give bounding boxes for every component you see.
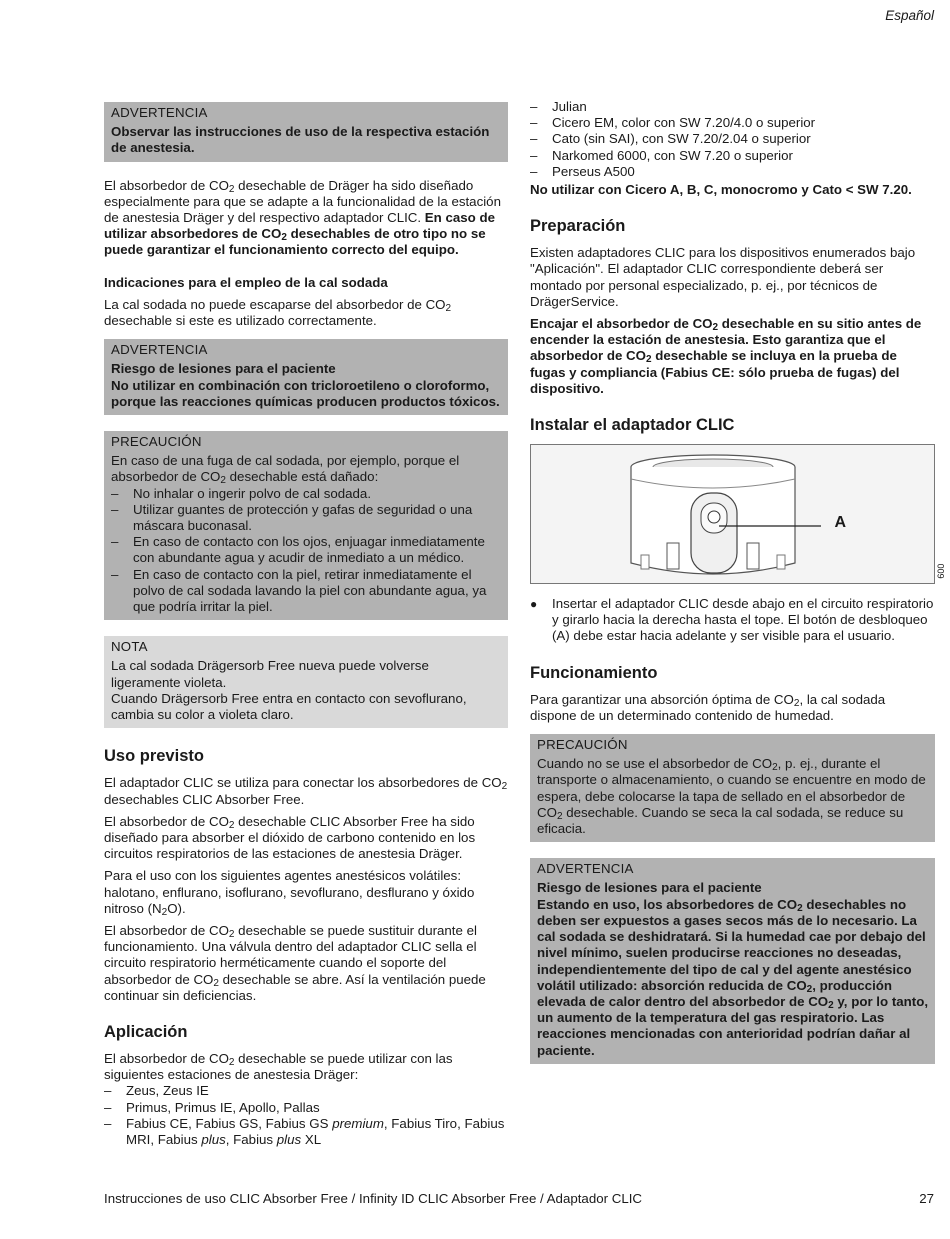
preparation-p1: Existen adaptadores CLIC para los dispositivos enumerados bajo "Aplicación". El adaptador CLIC correspondiente deberá ser montado por personal especializado, p. ej., por técnicos de DrägerService. [530,245,916,309]
note-line: Cuando Drägersorb Free entra en contacto con sevoflurano, cambia su color a violeta claro. [111,690,467,723]
caution-title: PRECAUCIÓN [537,737,628,753]
warning-box-instructions [104,102,508,162]
warning-box-dry-gas [530,858,935,1063]
warning-title: ADVERTENCIA [111,342,208,358]
not-use-text: No utilizar con Cicero A, B, C, monocromo y Cato < SW 7.20. [530,182,912,198]
preparation-heading: Preparación [530,217,626,236]
figure-callout-a: A [834,514,846,532]
warning-title: ADVERTENCIA [111,105,208,120]
application-list [104,1083,508,1148]
list-item: – Julian [530,99,935,115]
operation-heading: Funcionamiento [530,663,658,682]
figure-code: 009 [935,563,946,579]
caution-title: PRECAUCIÓN [111,434,202,450]
warning-box-patient [104,339,508,415]
list-item: – Cicero EM, color con SW 7.20/4.0 o superior [530,115,935,131]
list-item: – No inhalar o ingerir polvo de cal sodada. [111,486,501,502]
intro-paragraph: El absorbedor de $CO_2$ desechable de Dräger ha sido diseñado especialmente para que se adapte a la funcionalidad de la estación de anestesia Dräger y del respectivo adaptador CLIC. En caso de utilizar absorbedores de $CO_2$ desechables de otro tipo no se puede garantizar el funcionamiento correcto del equipo. [104,177,501,258]
operation-text: Para garantizar una absorción óptima de $CO_2$, la cal sodada dispone de un determinado contenido de humedad. [530,691,886,723]
warning-title: ADVERTENCIA [537,861,634,877]
warning-line: Riesgo de lesiones para el paciente [111,361,336,377]
warning-text: Observar las instrucciones de uso de la respectiva estación de anestesia. [111,124,490,156]
caution-box-leak [104,431,508,620]
list-item: – Primus, Primus IE, Apollo, Pallas [104,1100,508,1116]
intended-use-heading: Uso previsto [104,747,204,766]
warning-line: No utilizar en combinación con tricloroetileno o cloroformo, porque las reacciones químicas producen productos tóxicos. [111,377,500,409]
list-item: – Perseus A500 [530,164,935,180]
page-number: 27 [919,1191,934,1206]
install-instruction: ● Insertar el adaptador CLIC desde abajo en el circuito respiratorio y girarlo hacia la derecha hasta el tope. El botón de desbloqueo (A) debe estar hacia adelante y ser visible para el usuario. [530,596,935,645]
list-item: – Zeus, Zeus IE [104,1083,508,1099]
list-item: – Cato (sin SAI), con SW 7.20/2.04 o superior [530,131,935,147]
indications-text: La cal sodada no puede escaparse del absorbedor de $CO_2$ desechable si este es utilizado correctamente. [104,296,452,329]
list-item: – Fabius CE, Fabius GS, Fabius GS premium, Fabius Tiro, Fabius MRI, Fabius plus, Fabius plus XL [104,1116,508,1148]
warning-line: Riesgo de lesiones para el paciente [537,880,762,896]
footer-title: Instrucciones de uso CLIC Absorber Free / Infinity ID CLIC Absorber Free / Adaptador CLIC [104,1191,643,1206]
intended-use-p4: El absorbedor de $CO_2$ desechable se puede sustituir durante el funcionamiento. Una válvula dentro del adaptador CLIC sella el circuito respiratorio herméticamente cuando el soporte del absorbedor de $CO_2$ desechable se abre. Así la ventilación puede continuar sin deficiencias. [104,922,486,1003]
install-heading: Instalar el adaptador CLIC [530,416,735,435]
note-line: La cal sodada Drägersorb Free nueva puede volverse ligeramente violeta. [111,658,429,690]
list-item: – Narkomed 6000, con SW 7.20 o superior [530,148,935,164]
note-title: NOTA [111,639,148,655]
clic-adapter-figure [530,444,946,584]
language-label: Español [885,8,934,23]
warning-text: Estando en uso, los absorbedores de $CO_2$ desechables no deben ser expuestos a gases secos más de lo necesario. La cal sodada se deshidratará. Si la humedad cae por debajo del nivel mínimo, suelen producirse reacciones no deseadas, independientemente del tipo de cal y del agente anestésico volátil utilizado: absorción reducida de $CO_2$, producción elevada de calor dentro del absorbedor de $CO_2$ y, por lo tanto, un aumento de la temperatura del gas respiratorio. Las reacciones mencionadas con anterioridad podrían dañar al paciente. [537,896,929,1058]
left-column [104,102,508,1154]
caution-list [111,486,501,616]
device-list [530,99,935,180]
caution-text: Cuando no se use el absorbedor de $CO_2$, p. ej., durante el transporte o almacenamiento, o cuando se encuentre en modo de espera, debe colocarse la tapa de sellado en el absorbedor de $CO_2$ desechable. Cuando se seca la cal sodada, se reduce su eficacia. [537,756,926,837]
note-box [104,636,508,728]
list-item: – En caso de contacto con la piel, retirar inmediatamente el polvo de cal sodada lavando la piel con abundante agua, ya que podría irritar la piel. [111,567,501,616]
intended-use-p2: El absorbedor de $CO_2$ desechable CLIC Absorber Free ha sido diseñado para absorber el dióxido de carbono contenido en los circuitos respiratorios de las estaciones de anestesia Dräger. [104,813,476,862]
application-heading: Aplicación [104,1022,188,1041]
adapter-illustration [531,445,934,583]
intended-use-p1: El adaptador CLIC se utiliza para conectar los absorbedores de $CO_2$ desechables CLIC Absorber Free. [104,775,508,807]
list-item: – Utilizar guantes de protección y gafas de seguridad o una máscara buconasal. [111,502,501,534]
indications-heading: Indicaciones para el empleo de la cal sodada [104,274,388,290]
right-column [530,99,946,1080]
application-text: El absorbedor de $CO_2$ desechable se puede utilizar con las siguientes estaciones de anestesia Dräger: [104,1050,453,1083]
caution-intro: En caso de una fuga de cal sodada, por ejemplo, porque el absorbedor de $CO_2$ desechable está dañado: [111,453,460,487]
list-item: – En caso de contacto con los ojos, enjuagar inmediatamente con abundante agua y acudir de inmediato a un médico. [111,534,501,566]
preparation-p2: Encajar el absorbedor de $CO_2$ desechable en su sitio antes de encender la estación de anestesia. Esto garantiza que el absorbedor de $CO_2$ desechable se incluya en la prueba de fugas y compliancia (Fabius CE: sólo prueba de fugas) del dispositivo. [530,316,922,396]
intended-use-p3: Para el uso con los siguientes agentes anestésicos volátiles: halotano, enflurano, isoflurano, sevoflurano, desflurano y óxido nitroso $(N_2O)$. [104,868,475,918]
caution-box-storage [530,734,935,842]
